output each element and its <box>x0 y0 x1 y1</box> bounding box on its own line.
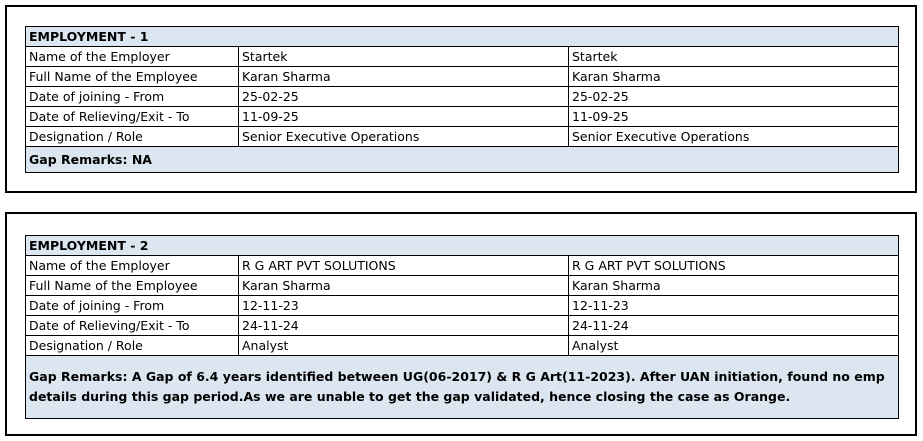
claimed-value: 25-02-25 <box>239 87 569 107</box>
verified-value: R G ART PVT SOLUTIONS <box>569 256 899 276</box>
table-row <box>26 107 899 127</box>
table-row <box>26 296 899 316</box>
claimed-value: 12-11-23 <box>239 296 569 316</box>
gap-remarks: Gap Remarks: A Gap of 6.4 years identified between UG(06-2017) & R G Art(11-2023). After UAN initiation, found no emp details during this gap period.As we are unable to get the gap validated, hence closing the case as Orange. <box>26 356 899 419</box>
table-row <box>26 47 899 67</box>
section-header: EMPLOYMENT - 2 <box>26 236 899 256</box>
claimed-value: Startek <box>239 47 569 67</box>
employment-2-table <box>25 235 899 419</box>
table-row <box>26 127 899 147</box>
row-label: Name of the Employer <box>26 47 239 67</box>
claimed-value: Senior Executive Operations <box>239 127 569 147</box>
table-row <box>26 67 899 87</box>
verified-value: 24-11-24 <box>569 316 899 336</box>
section-header-row <box>26 236 899 256</box>
table-row <box>26 316 899 336</box>
claimed-value: 11-09-25 <box>239 107 569 127</box>
employment-2-panel <box>5 212 917 436</box>
row-label: Designation / Role <box>26 336 239 356</box>
table-row <box>26 87 899 107</box>
row-label: Designation / Role <box>26 127 239 147</box>
row-label: Date of Relieving/Exit - To <box>26 316 239 336</box>
claimed-value: Analyst <box>239 336 569 356</box>
verified-value: Karan Sharma <box>569 276 899 296</box>
verified-value: Startek <box>569 47 899 67</box>
verified-value: 12-11-23 <box>569 296 899 316</box>
section-header: EMPLOYMENT - 1 <box>26 27 899 47</box>
row-label: Date of joining - From <box>26 296 239 316</box>
table-row <box>26 256 899 276</box>
row-label: Date of Relieving/Exit - To <box>26 107 239 127</box>
section-header-row <box>26 27 899 47</box>
verified-value: 11-09-25 <box>569 107 899 127</box>
gap-remarks-row <box>26 356 899 419</box>
claimed-value: 24-11-24 <box>239 316 569 336</box>
verified-value: Senior Executive Operations <box>569 127 899 147</box>
verified-value: 25-02-25 <box>569 87 899 107</box>
claimed-value: R G ART PVT SOLUTIONS <box>239 256 569 276</box>
row-label: Full Name of the Employee <box>26 276 239 296</box>
employment-1-panel <box>5 5 917 193</box>
verified-value: Karan Sharma <box>569 67 899 87</box>
row-label: Name of the Employer <box>26 256 239 276</box>
claimed-value: Karan Sharma <box>239 67 569 87</box>
gap-remarks-row <box>26 147 899 173</box>
table-row <box>26 336 899 356</box>
verified-value: Analyst <box>569 336 899 356</box>
employment-1-table <box>25 26 899 173</box>
row-label: Date of joining - From <box>26 87 239 107</box>
row-label: Full Name of the Employee <box>26 67 239 87</box>
table-row <box>26 276 899 296</box>
gap-remarks: Gap Remarks: NA <box>26 147 899 173</box>
claimed-value: Karan Sharma <box>239 276 569 296</box>
